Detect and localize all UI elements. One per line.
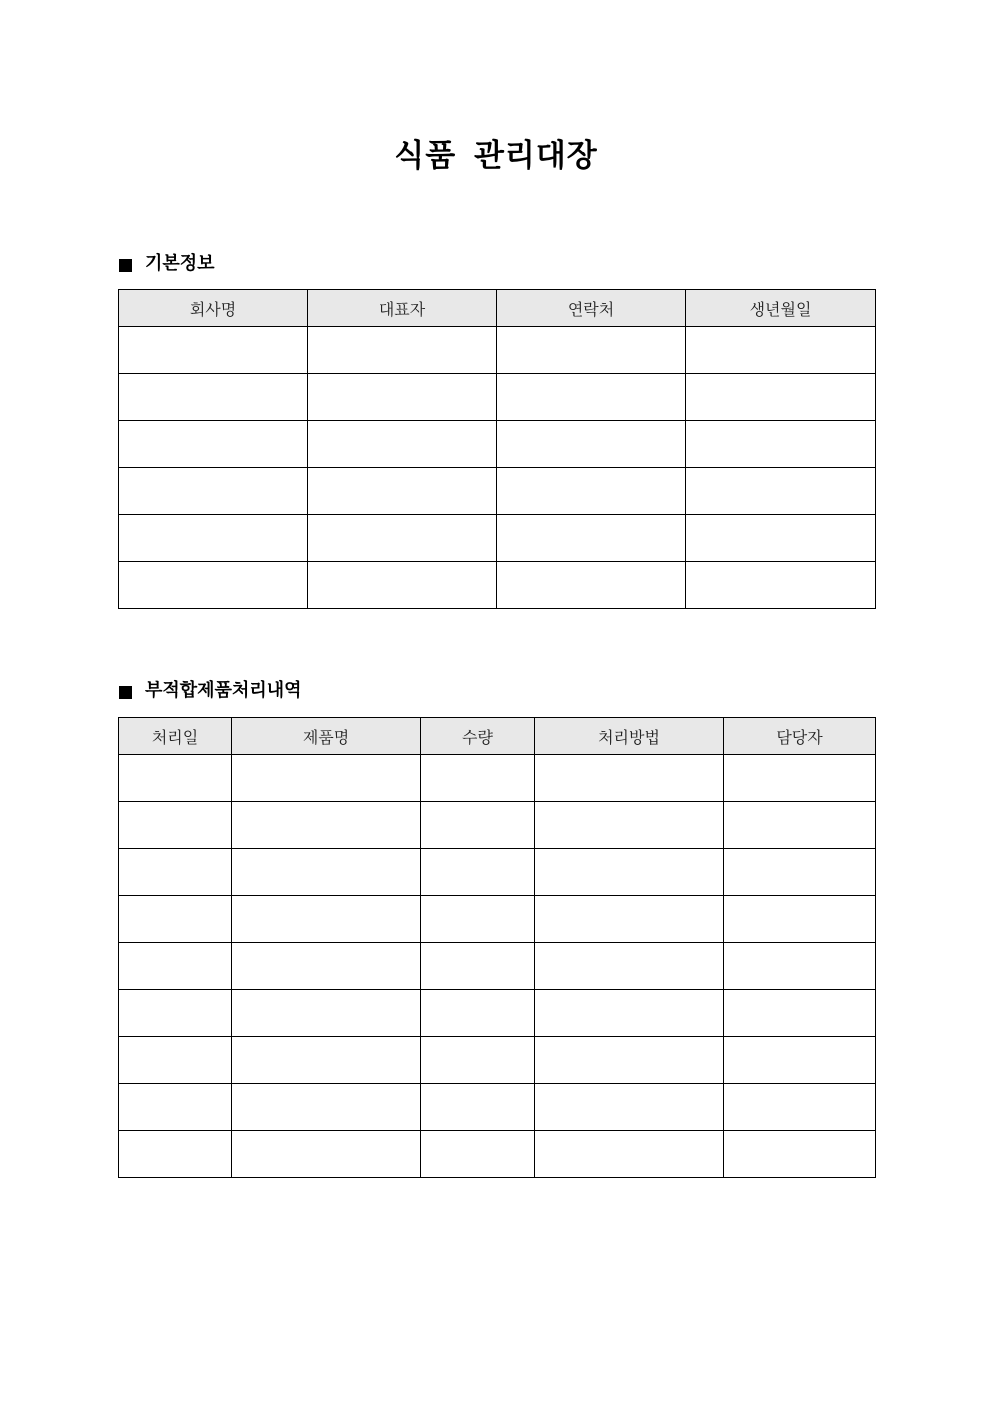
cell-contact[interactable] bbox=[497, 515, 686, 562]
cell-process-date[interactable] bbox=[119, 990, 232, 1037]
cell-person-in-charge[interactable] bbox=[724, 990, 876, 1037]
cell-product-name[interactable] bbox=[232, 849, 421, 896]
cell-company[interactable] bbox=[119, 562, 308, 609]
column-header-product-name: 제품명 bbox=[232, 718, 421, 755]
column-header-process-method: 처리방법 bbox=[535, 718, 724, 755]
cell-process-method[interactable] bbox=[535, 1084, 724, 1131]
nonconforming-products-table bbox=[118, 717, 876, 1178]
section-heading-nonconforming bbox=[119, 679, 302, 703]
page-title: 식품 관리대장 bbox=[394, 138, 598, 174]
cell-company[interactable] bbox=[119, 374, 308, 421]
cell-process-method[interactable] bbox=[535, 990, 724, 1037]
cell-quantity[interactable] bbox=[421, 1131, 535, 1178]
column-header-contact: 연락처 bbox=[497, 290, 686, 327]
table-row bbox=[119, 943, 876, 990]
cell-product-name[interactable] bbox=[232, 802, 421, 849]
cell-quantity[interactable] bbox=[421, 849, 535, 896]
section-title: 기본정보 bbox=[145, 253, 215, 274]
column-header-company: 회사명 bbox=[119, 290, 308, 327]
table-row bbox=[119, 802, 876, 849]
column-header-process-date: 처리일 bbox=[119, 718, 232, 755]
cell-product-name[interactable] bbox=[232, 755, 421, 802]
cell-company[interactable] bbox=[119, 468, 308, 515]
cell-birthdate[interactable] bbox=[686, 468, 876, 515]
cell-product-name[interactable] bbox=[232, 1131, 421, 1178]
table-row bbox=[119, 515, 876, 562]
section-title: 부적합제품처리내역 bbox=[145, 680, 302, 701]
table-row bbox=[119, 421, 876, 468]
cell-process-date[interactable] bbox=[119, 1037, 232, 1084]
table-row bbox=[119, 327, 876, 374]
table-row bbox=[119, 896, 876, 943]
column-header-representative: 대표자 bbox=[308, 290, 497, 327]
table-row bbox=[119, 755, 876, 802]
cell-quantity[interactable] bbox=[421, 990, 535, 1037]
cell-process-method[interactable] bbox=[535, 943, 724, 990]
cell-contact[interactable] bbox=[497, 468, 686, 515]
cell-product-name[interactable] bbox=[232, 1084, 421, 1131]
basic-info-table bbox=[118, 289, 876, 609]
cell-process-method[interactable] bbox=[535, 1037, 724, 1084]
table-row bbox=[119, 1037, 876, 1084]
cell-person-in-charge[interactable] bbox=[724, 1084, 876, 1131]
cell-process-method[interactable] bbox=[535, 896, 724, 943]
cell-birthdate[interactable] bbox=[686, 327, 876, 374]
cell-birthdate[interactable] bbox=[686, 374, 876, 421]
cell-process-date[interactable] bbox=[119, 1131, 232, 1178]
cell-person-in-charge[interactable] bbox=[724, 849, 876, 896]
cell-representative[interactable] bbox=[308, 374, 497, 421]
cell-quantity[interactable] bbox=[421, 1084, 535, 1131]
cell-process-method[interactable] bbox=[535, 849, 724, 896]
cell-process-method[interactable] bbox=[535, 802, 724, 849]
table-row bbox=[119, 1084, 876, 1131]
cell-person-in-charge[interactable] bbox=[724, 896, 876, 943]
cell-product-name[interactable] bbox=[232, 1037, 421, 1084]
cell-company[interactable] bbox=[119, 421, 308, 468]
cell-product-name[interactable] bbox=[232, 896, 421, 943]
cell-person-in-charge[interactable] bbox=[724, 1037, 876, 1084]
cell-person-in-charge[interactable] bbox=[724, 802, 876, 849]
column-header-quantity: 수량 bbox=[421, 718, 535, 755]
cell-birthdate[interactable] bbox=[686, 515, 876, 562]
cell-process-date[interactable] bbox=[119, 896, 232, 943]
column-header-person-in-charge: 담당자 bbox=[724, 718, 876, 755]
cell-person-in-charge[interactable] bbox=[724, 1131, 876, 1178]
table-row bbox=[119, 990, 876, 1037]
cell-process-date[interactable] bbox=[119, 802, 232, 849]
cell-process-method[interactable] bbox=[535, 1131, 724, 1178]
section-heading-basic-info bbox=[119, 252, 215, 276]
cell-contact[interactable] bbox=[497, 562, 686, 609]
table-row bbox=[119, 1131, 876, 1178]
cell-quantity[interactable] bbox=[421, 802, 535, 849]
cell-person-in-charge[interactable] bbox=[724, 943, 876, 990]
cell-contact[interactable] bbox=[497, 421, 686, 468]
cell-contact[interactable] bbox=[497, 374, 686, 421]
table-row bbox=[119, 374, 876, 421]
cell-process-date[interactable] bbox=[119, 943, 232, 990]
cell-quantity[interactable] bbox=[421, 1037, 535, 1084]
cell-product-name[interactable] bbox=[232, 990, 421, 1037]
cell-contact[interactable] bbox=[497, 327, 686, 374]
cell-product-name[interactable] bbox=[232, 943, 421, 990]
column-header-birthdate: 생년월일 bbox=[686, 290, 876, 327]
cell-process-date[interactable] bbox=[119, 1084, 232, 1131]
cell-process-date[interactable] bbox=[119, 755, 232, 802]
cell-birthdate[interactable] bbox=[686, 562, 876, 609]
table-header-row bbox=[119, 718, 876, 755]
cell-quantity[interactable] bbox=[421, 896, 535, 943]
cell-person-in-charge[interactable] bbox=[724, 755, 876, 802]
cell-representative[interactable] bbox=[308, 515, 497, 562]
black-square-bullet-icon bbox=[119, 259, 132, 272]
table-row bbox=[119, 468, 876, 515]
table-header-row bbox=[119, 290, 876, 327]
cell-process-method[interactable] bbox=[535, 755, 724, 802]
cell-representative[interactable] bbox=[308, 468, 497, 515]
cell-representative[interactable] bbox=[308, 421, 497, 468]
cell-company[interactable] bbox=[119, 515, 308, 562]
cell-birthdate[interactable] bbox=[686, 421, 876, 468]
table-row bbox=[119, 849, 876, 896]
cell-representative[interactable] bbox=[308, 562, 497, 609]
black-square-bullet-icon bbox=[119, 686, 132, 699]
cell-quantity[interactable] bbox=[421, 755, 535, 802]
cell-process-date[interactable] bbox=[119, 849, 232, 896]
cell-company[interactable] bbox=[119, 327, 308, 374]
cell-quantity[interactable] bbox=[421, 943, 535, 990]
cell-representative[interactable] bbox=[308, 327, 497, 374]
table-row bbox=[119, 562, 876, 609]
